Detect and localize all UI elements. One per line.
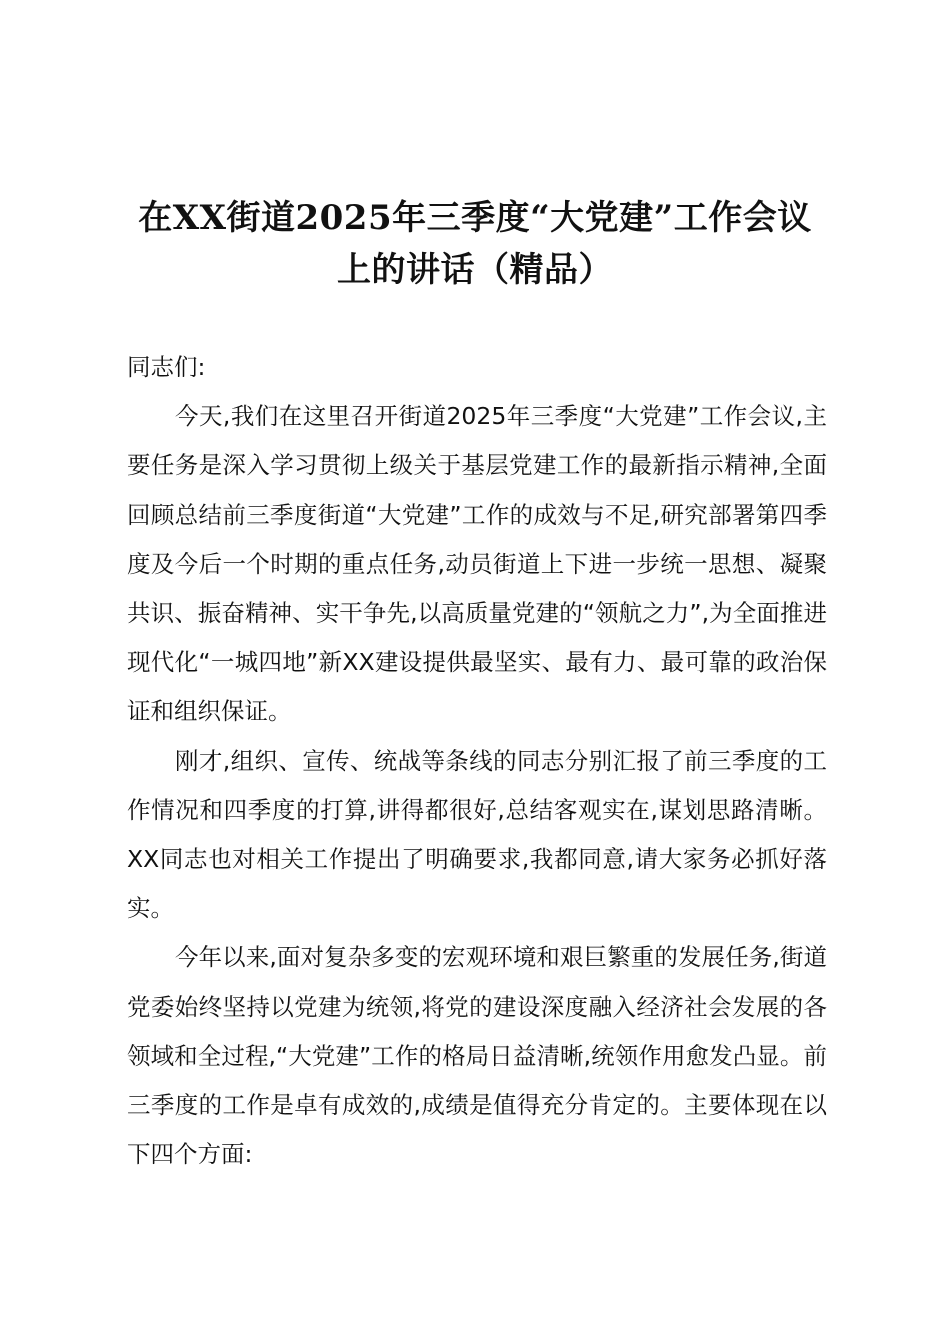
document-title	[110, 192, 840, 296]
salutation: 同志们:	[127, 353, 206, 381]
title-line-2: 上的讲话（精品）	[337, 250, 613, 290]
paragraph-3: 今年以来,面对复杂多变的宏观环境和艰巨繁重的发展任务,街道党委始终坚持以党建为统领,将党的建设深度融入经济社会发展的各领域和全过程,“大党建”工作的格局日益清晰,统领作用愈发凸显。前三季度的工作是卓有成效的,成绩是值得充分肯定的。主要体现在以下四个方面:	[127, 943, 827, 1169]
title-line-1: 在XX街道2025年三季度“大党建”工作会议	[138, 198, 812, 238]
document-body	[127, 343, 827, 1179]
paragraph-2: 刚才,组织、宣传、统战等条线的同志分别汇报了前三季度的工作情况和四季度的打算,讲得都很好,总结客观实在,谋划思路清晰。XX同志也对相关工作提出了明确要求,我都同意,请大家务必抓好落实。	[127, 746, 827, 923]
paragraph-1: 今天,我们在这里召开街道2025年三季度“大党建”工作会议,主要任务是深入学习贯彻上级关于基层党建工作的最新指示精神,全面回顾总结前三季度街道“大党建”工作的成效与不足,研究部署第四季度及今后一个时期的重点任务,动员街道上下进一步统一思想、凝聚共识、振奋精神、实干争先,以高质量党建的“领航之力”,为全面推进现代化“一城四地”新XX建设提供最坚实、最有力、最可靠的政治保证和组织保证。	[127, 402, 827, 726]
